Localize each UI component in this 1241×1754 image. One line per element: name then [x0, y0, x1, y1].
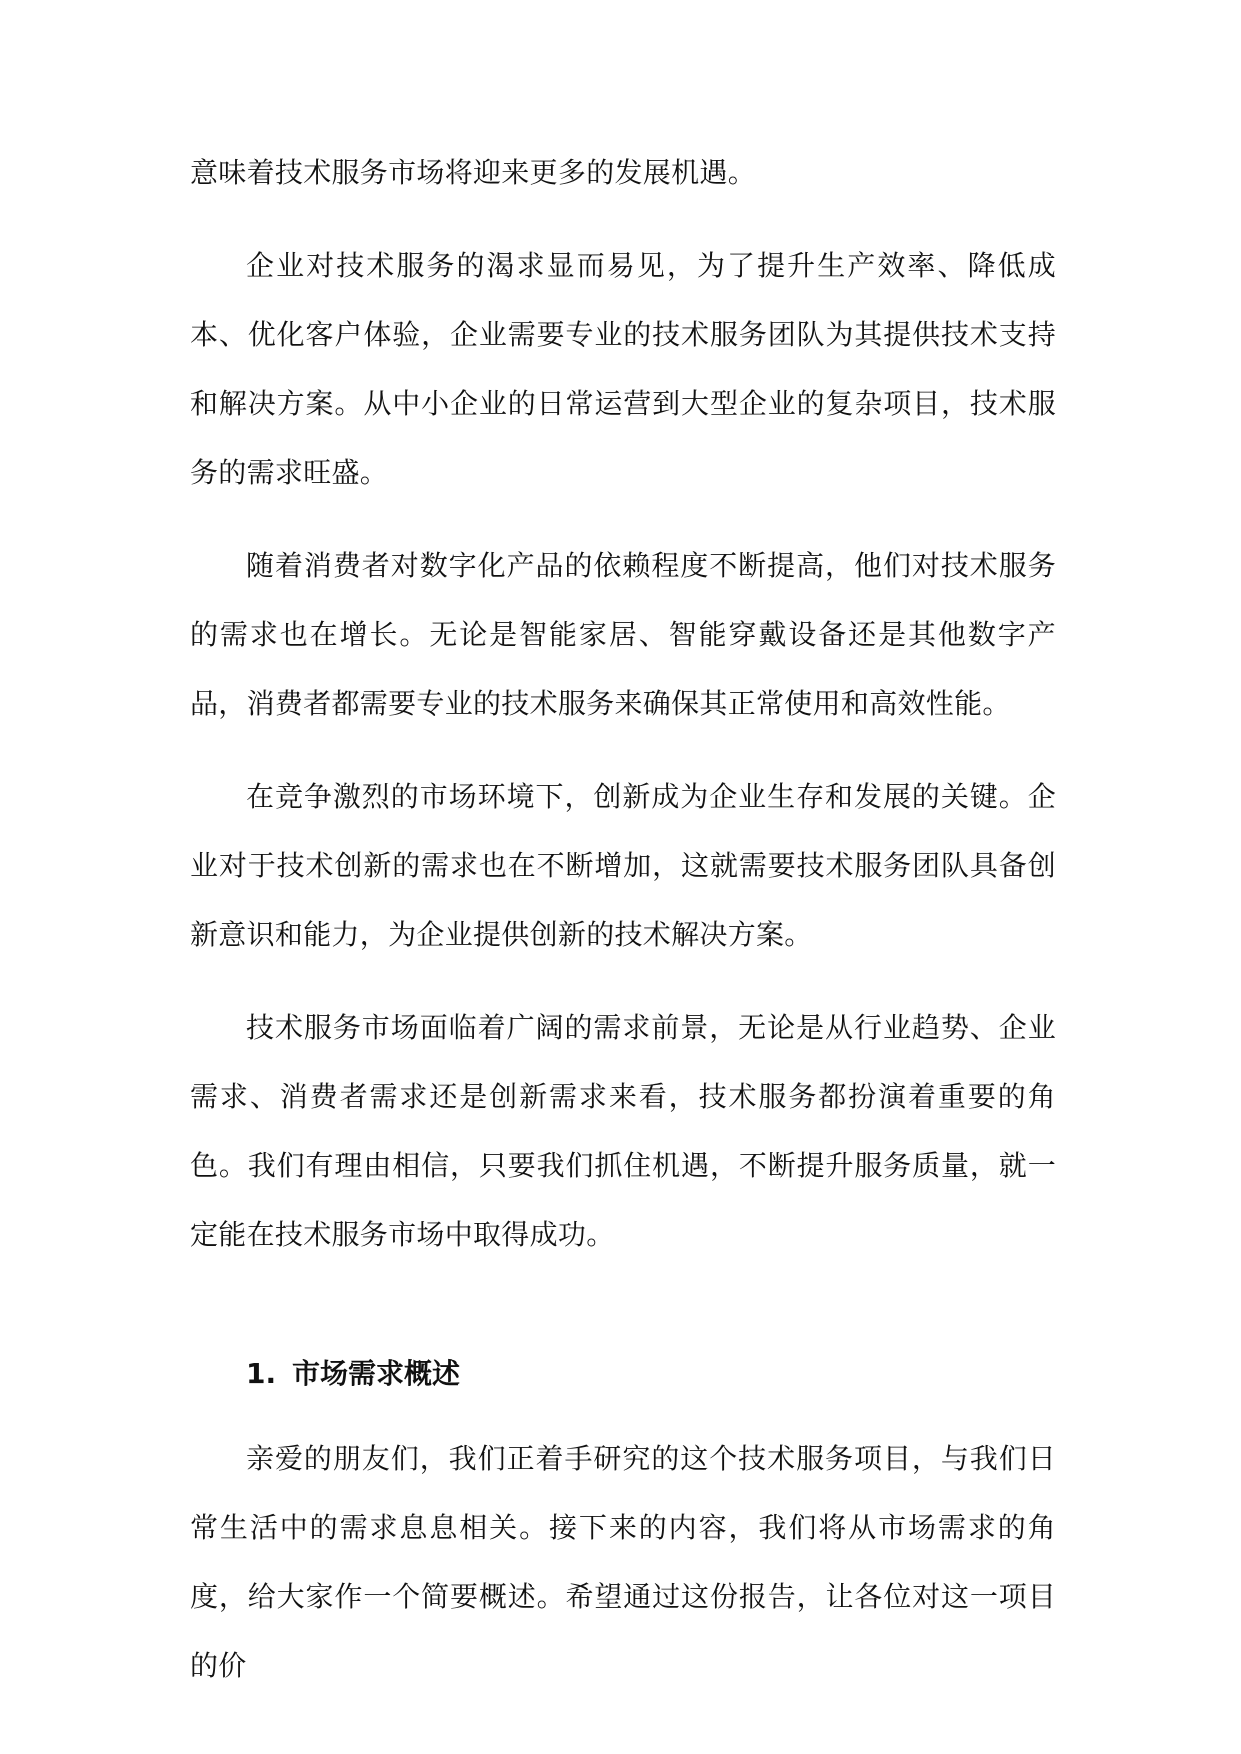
paragraph-enterprise-demand: 企业对技术服务的渴求显而易见，为了提升生产效率、降低成本、优化客户体验，企业需要专业的技术服务团队为其提供技术支持和解决方案。从中小企业的日常运营到大型企业的复杂项目，技术服务的需求旺盛。 — [190, 249, 1056, 489]
paragraph-section-intro: 亲爱的朋友们，我们正着手研究的这个技术服务项目，与我们日常生活中的需求息息相关。接下来的内容，我们将从市场需求的角度，给大家作一个简要概述。希望通过这份报告，让各位对这一项目的价 — [190, 1442, 1056, 1682]
paragraph-summary: 技术服务市场面临着广阔的需求前景，无论是从行业趋势、企业需求、消费者需求还是创新需求来看，技术服务都扮演着重要的角色。我们有理由相信，只要我们抓住机遇，不断提升服务质量，就一定能在技术服务市场中取得成功。 — [190, 1011, 1056, 1251]
document-page — [190, 138, 1056, 1724]
section-heading — [190, 1339, 1056, 1408]
paragraph-innovation-demand: 在竞争激烈的市场环境下，创新成为企业生存和发展的关键。企业对于技术创新的需求也在不断增加，这就需要技术服务团队具备创新意识和能力，为企业提供创新的技术解决方案。 — [190, 780, 1056, 951]
paragraph-continuation: 意味着技术服务市场将迎来更多的发展机遇。 — [190, 156, 757, 189]
section-number: 1. — [246, 1357, 277, 1390]
section-title: 市场需求概述 — [292, 1357, 461, 1390]
paragraph-consumer-demand: 随着消费者对数字化产品的依赖程度不断提高，他们对技术服务的需求也在增长。无论是智能家居、智能穿戴设备还是其他数字产品，消费者都需要专业的技术服务来确保其正常使用和高效性能。 — [190, 549, 1056, 720]
